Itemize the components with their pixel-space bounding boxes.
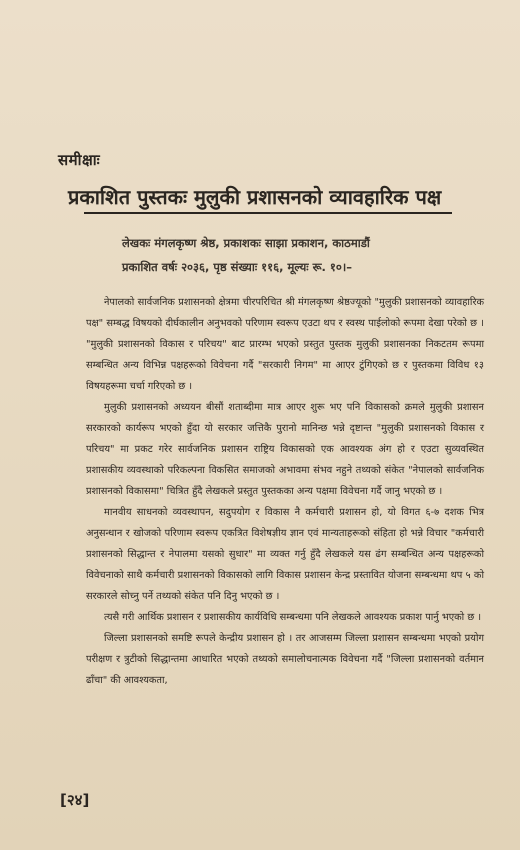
title-underline [84, 212, 452, 214]
paragraph: जिल्ला प्रशासनको समष्टि रूपले केन्द्रीय प्रशासन हो । तर आजसम्म जिल्ला प्रशासन सम्बन्धमा भएको प्रयोग परीक्षण र त्रुटीको सिद्धान्तमा आधारित भएको तथ्यको समालोचनात्मक विवेचना गर्दै "जिल्ला प्रशासनको वर्तमान ढाँचा" की आवश्यकता, [86, 633, 484, 686]
book-meta-author-publisher: लेखकः मंगलकृष्ण श्रेष्ठ, प्रकाशकः साझा प्रकाशन, काठमाडौं [122, 236, 370, 250]
paragraph: त्यसै गरी आर्थिक प्रशासन र प्रशासकीय कार्यविधि सम्बन्धमा पनि लेखकले आवश्यक प्रकाश पार्नु भएको छ । [104, 612, 482, 623]
paragraph: मुलुकी प्रशासनको अध्ययन बीसौं शताब्दीमा मात्र आएर शुरू भए पनि विकासको क्रमले मुलुकी प्रशासन सरकारको कार्यरूप भएको हुँदा यो सरकार जत्तिकै पुरानो मानिन्छ भन्ने दृष्टान्त "मुलुकी प्रशासनको विकास र परिचय" मा प्रकट गरेर सार्वजनिक प्रशासन राष्ट्रिय विकासको एक आवश्यक अंग हो र एउटा सुव्यवस्थित प्रशासकीय व्यवस्थाको परिकल्पना विकसित समाजको अभावमा संभव नहुने तथ्यको संकेत "नेपालको सार्वजनिक प्रशासनको विकासमा" चित्रित हुँदै लेखकले प्रस्तुत पुस्तकका अन्य पक्षमा विवेचना गर्दै जानु भएको छ । [86, 402, 484, 497]
paragraph: मानवीय साधनको व्यवस्थापन, सदुपयोग र विकास नै कर्मचारी प्रशासन हो, यो विगत ६-७ दशक भित्र अनुसन्धान र खोजको परिणाम स्वरूप एकत्रित विशेषज्ञीय ज्ञान एवं मान्यताहरूको संहिता हो भन्ने विचार "कर्मचारी प्रशासनको सिद्धान्त र नेपालमा यसको सुधार" मा व्यक्त गर्नु हुँदै लेखकले यस ढंग सम्बन्धित अन्य पक्षहरूको विवेचनाको साथै कर्मचारी प्रशासनको विकासको लागि विकास प्रशासन केन्द्र प्रस्तावित योजना सम्बन्धमा थप ५ को सरकारले सोच्नु पर्ने तथ्यको संकेत पनि दिनु भएको छ । [86, 507, 484, 602]
book-meta-year-pages-price: प्रकाशित वर्षः २०३६, पृष्ठ संख्याः ११६, मूल्यः रू. १०।– [122, 260, 352, 274]
section-label: समीक्षाः [58, 151, 101, 169]
review-title: प्रकाशित पुस्तकः मुलुकी प्रशासनको व्यावहारिक पक्ष [68, 185, 442, 209]
review-body [86, 292, 484, 691]
paragraph: नेपालको सार्वजनिक प्रशासनको क्षेत्रमा चीरपरिचित श्री मंगलकृष्ण श्रेष्ठज्यूको "मुलुकी प्रशासनको व्यावहारिक पक्ष" सम्बद्ध विषयको दीर्घकालीन अनुभवको परिणाम स्वरूप एउटा थप र स्वस्थ पाईलोको रूपमा देखा परेको छ । "मुलुकी प्रशासनको विकास र परिचय" बाट प्रारम्भ भएको प्रस्तुत पुस्तक मुलुकी प्रशासनका निकटतम रूपमा सम्बन्धित अन्य विभिन्न पक्षहरूको विवेचना गर्दै "सरकारी निगम" मा आएर टुंगिएको छ र पुस्तकमा विविध १३ विषयहरूमा चर्चा गरिएको छ । [86, 297, 484, 392]
page-number: [२४] [60, 791, 90, 809]
